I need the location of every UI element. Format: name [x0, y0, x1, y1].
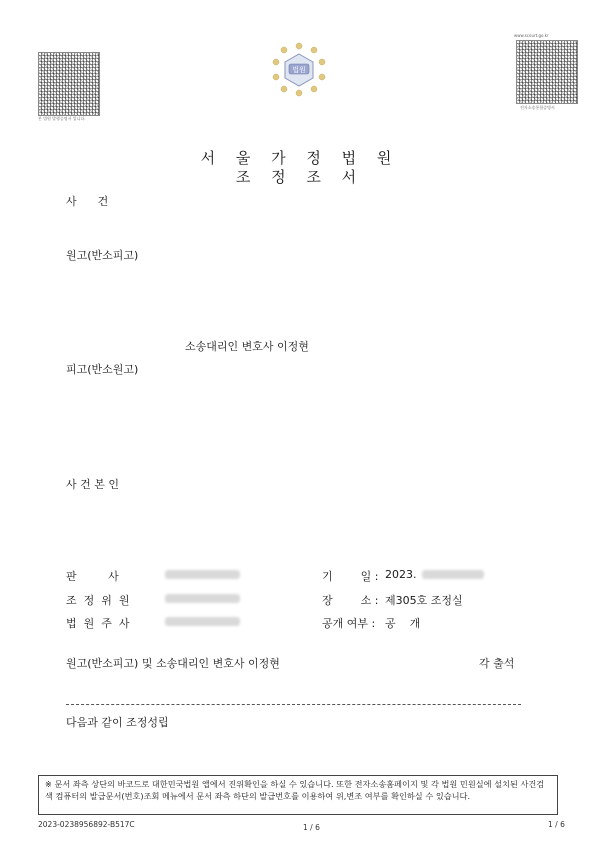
redacted-mediator	[165, 594, 240, 603]
plaintiff-agent: 소송대리인 변호사 이정현	[185, 340, 309, 353]
document-title: 조 정 조 서	[235, 168, 365, 186]
verification-notice: ※ 문서 좌측 상단의 바코드로 대한민국법원 앱에서 진위확인을 하실 수 있습니다. 또한 전자소송홈페이지 및 각 법원 민원실에 설치된 사건검색 컴퓨터의 발급문서(번호)조회 메뉴에서 문서 좌측 하단의 발급번호를 이용하여 위,변조 여부를 확인하실 수 있습니다.	[38, 775, 558, 815]
qr-left-caption: 본 법원 발행증명서 입니다.	[38, 116, 86, 121]
case-label: 사 건	[66, 195, 109, 208]
section-divider	[66, 704, 521, 705]
issue-number: 2023-0238956892-B517C	[38, 820, 135, 829]
qr-code-right	[516, 40, 578, 104]
page-number-right: 1 / 6	[548, 820, 565, 829]
clerk-label: 법 원 주 사	[66, 617, 130, 630]
open-value: 공 개	[385, 617, 421, 630]
open-label: 공개 여부 :	[322, 617, 376, 630]
mediator-label: 조 정 위 원	[66, 594, 130, 607]
judge-label: 판 사	[66, 570, 119, 583]
place-value: 제305호 조정실	[385, 594, 463, 607]
defendant-label: 피고(반소원고)	[66, 363, 139, 376]
court-emblem-icon	[268, 38, 330, 100]
mediation-result: 다음과 같이 조정성립	[66, 716, 169, 729]
date-value: 2023.	[385, 568, 417, 581]
court-title: 서 울 가 정 법 원	[200, 149, 400, 167]
redacted-judge	[165, 570, 240, 579]
qr-code-left	[38, 52, 100, 116]
place-label: 장 소 :	[322, 594, 379, 607]
redacted-clerk	[165, 617, 240, 626]
page-number-center: 1 / 6	[303, 823, 320, 832]
plaintiff-label: 원고(반소피고)	[66, 249, 139, 262]
qr-right-caption: 전자소송통합증명서	[520, 105, 555, 110]
attendance-status: 각 출석	[479, 657, 515, 670]
main-case-label: 사 건 본 인	[66, 478, 119, 491]
redacted-date	[422, 570, 484, 579]
date-label: 기 일 :	[322, 570, 379, 583]
qr-right-url: www.scourt.go.kr	[514, 33, 549, 38]
seal-text: 법원	[292, 66, 306, 74]
attendance-text: 원고(반소피고) 및 소송대리인 변호사 이정현	[66, 657, 280, 670]
